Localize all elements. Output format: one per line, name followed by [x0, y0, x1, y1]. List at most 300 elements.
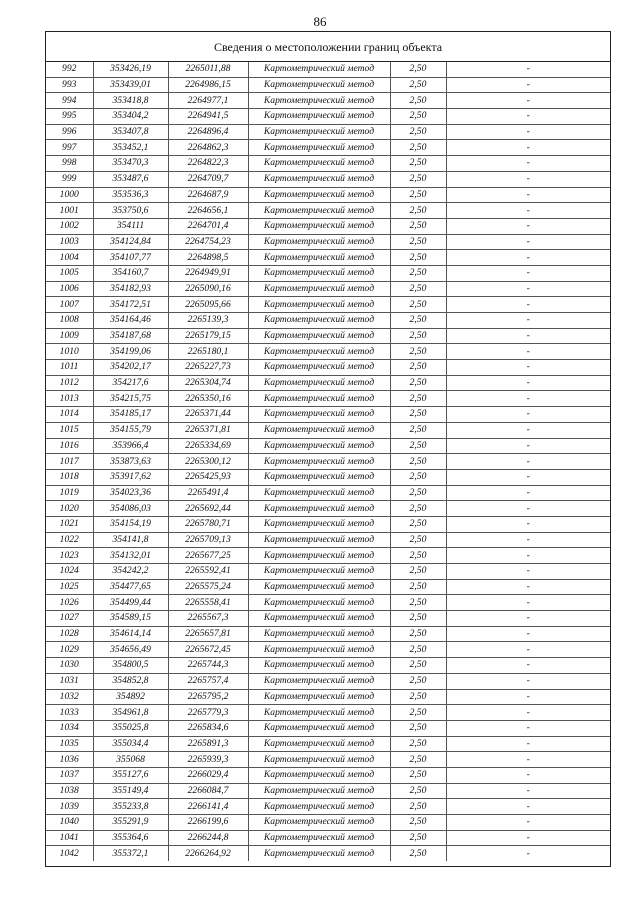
cell-y-coordinate: 2264949,91 — [168, 265, 248, 281]
table-row — [46, 171, 610, 187]
cell-y-coordinate: 2265425,93 — [168, 469, 248, 485]
table-row — [46, 422, 610, 438]
cell-point-number: 1003 — [46, 234, 93, 250]
cell-method: Картометрический метод — [248, 752, 390, 768]
cell-point-number: 1030 — [46, 658, 93, 674]
cell-accuracy: 2,50 — [390, 281, 446, 297]
cell-point-number: 1022 — [46, 532, 93, 548]
cell-description: - — [446, 250, 610, 266]
cell-description: - — [446, 124, 610, 140]
cell-x-coordinate: 354124,84 — [93, 234, 168, 250]
coordinates-table — [46, 62, 610, 861]
cell-accuracy: 2,50 — [390, 171, 446, 187]
cell-point-number: 1023 — [46, 548, 93, 564]
cell-accuracy: 2,50 — [390, 783, 446, 799]
cell-description: - — [446, 203, 610, 219]
cell-x-coordinate: 354892 — [93, 689, 168, 705]
cell-x-coordinate: 354242,2 — [93, 564, 168, 580]
cell-y-coordinate: 2265300,12 — [168, 454, 248, 470]
cell-x-coordinate: 354132,01 — [93, 548, 168, 564]
table-row — [46, 595, 610, 611]
cell-x-coordinate: 354656,49 — [93, 642, 168, 658]
cell-accuracy: 2,50 — [390, 203, 446, 219]
table-row — [46, 407, 610, 423]
cell-y-coordinate: 2264977,1 — [168, 93, 248, 109]
cell-accuracy: 2,50 — [390, 140, 446, 156]
cell-y-coordinate: 2265334,69 — [168, 438, 248, 454]
cell-accuracy: 2,50 — [390, 752, 446, 768]
cell-accuracy: 2,50 — [390, 344, 446, 360]
table-row — [46, 203, 610, 219]
cell-x-coordinate: 354477,65 — [93, 579, 168, 595]
table-row — [46, 767, 610, 783]
cell-method: Картометрический метод — [248, 203, 390, 219]
cell-method: Картометрический метод — [248, 783, 390, 799]
cell-point-number: 1005 — [46, 265, 93, 281]
table-row — [46, 234, 610, 250]
cell-method: Картометрический метод — [248, 595, 390, 611]
cell-accuracy: 2,50 — [390, 391, 446, 407]
cell-x-coordinate: 354086,03 — [93, 501, 168, 517]
cell-method: Картометрический метод — [248, 140, 390, 156]
cell-x-coordinate: 354202,17 — [93, 360, 168, 376]
table-row — [46, 783, 610, 799]
table-row — [46, 673, 610, 689]
cell-accuracy: 2,50 — [390, 109, 446, 125]
cell-accuracy: 2,50 — [390, 720, 446, 736]
cell-method: Картометрический метод — [248, 77, 390, 93]
cell-accuracy: 2,50 — [390, 375, 446, 391]
cell-method: Картометрический метод — [248, 501, 390, 517]
cell-accuracy: 2,50 — [390, 93, 446, 109]
cell-method: Картометрический метод — [248, 579, 390, 595]
cell-accuracy: 2,50 — [390, 218, 446, 234]
cell-point-number: 1027 — [46, 611, 93, 627]
cell-y-coordinate: 2265139,3 — [168, 313, 248, 329]
cell-description: - — [446, 438, 610, 454]
cell-method: Картометрический метод — [248, 328, 390, 344]
cell-description: - — [446, 469, 610, 485]
table-row — [46, 720, 610, 736]
cell-point-number: 1020 — [46, 501, 93, 517]
cell-description: - — [446, 344, 610, 360]
sheet-title: Сведения о местоположении границ объекта — [46, 32, 610, 62]
cell-method: Картометрический метод — [248, 830, 390, 846]
table-row — [46, 815, 610, 831]
cell-point-number: 1039 — [46, 799, 93, 815]
cell-method: Картометрический метод — [248, 62, 390, 77]
cell-point-number: 1035 — [46, 736, 93, 752]
cell-point-number: 1018 — [46, 469, 93, 485]
cell-accuracy: 2,50 — [390, 642, 446, 658]
cell-point-number: 1024 — [46, 564, 93, 580]
cell-x-coordinate: 354107,77 — [93, 250, 168, 266]
cell-x-coordinate: 354172,51 — [93, 297, 168, 313]
table-row — [46, 548, 610, 564]
cell-y-coordinate: 2264687,9 — [168, 187, 248, 203]
cell-y-coordinate: 2265491,4 — [168, 485, 248, 501]
cell-method: Картометрический метод — [248, 187, 390, 203]
cell-y-coordinate: 2264896,4 — [168, 124, 248, 140]
table-row — [46, 438, 610, 454]
table-row — [46, 313, 610, 329]
cell-method: Картометрический метод — [248, 469, 390, 485]
cell-y-coordinate: 2266029,4 — [168, 767, 248, 783]
cell-y-coordinate: 2266084,7 — [168, 783, 248, 799]
cell-y-coordinate: 2265592,41 — [168, 564, 248, 580]
cell-description: - — [446, 265, 610, 281]
table-row — [46, 375, 610, 391]
cell-x-coordinate: 354614,14 — [93, 626, 168, 642]
table-row — [46, 642, 610, 658]
cell-description: - — [446, 234, 610, 250]
cell-x-coordinate: 354589,15 — [93, 611, 168, 627]
cell-description: - — [446, 422, 610, 438]
cell-description: - — [446, 658, 610, 674]
cell-description: - — [446, 93, 610, 109]
cell-y-coordinate: 2265834,6 — [168, 720, 248, 736]
cell-accuracy: 2,50 — [390, 77, 446, 93]
cell-x-coordinate: 354215,75 — [93, 391, 168, 407]
table-row — [46, 689, 610, 705]
cell-x-coordinate: 354155,79 — [93, 422, 168, 438]
cell-point-number: 1016 — [46, 438, 93, 454]
cell-y-coordinate: 2265371,81 — [168, 422, 248, 438]
cell-accuracy: 2,50 — [390, 485, 446, 501]
cell-method: Картометрический метод — [248, 689, 390, 705]
cell-x-coordinate: 354182,93 — [93, 281, 168, 297]
cell-description: - — [446, 736, 610, 752]
table-row — [46, 391, 610, 407]
cell-method: Картометрический метод — [248, 218, 390, 234]
cell-y-coordinate: 2264941,5 — [168, 109, 248, 125]
cell-accuracy: 2,50 — [390, 626, 446, 642]
cell-y-coordinate: 2265304,74 — [168, 375, 248, 391]
cell-x-coordinate: 354164,46 — [93, 313, 168, 329]
cell-method: Картометрический метод — [248, 391, 390, 407]
cell-accuracy: 2,50 — [390, 407, 446, 423]
cell-accuracy: 2,50 — [390, 595, 446, 611]
cell-y-coordinate: 2264656,1 — [168, 203, 248, 219]
cell-description: - — [446, 171, 610, 187]
table-row — [46, 485, 610, 501]
table-row — [46, 799, 610, 815]
cell-point-number: 1034 — [46, 720, 93, 736]
cell-point-number: 1029 — [46, 642, 93, 658]
cell-accuracy: 2,50 — [390, 579, 446, 595]
table-row — [46, 626, 610, 642]
table-row — [46, 752, 610, 768]
cell-point-number: 1000 — [46, 187, 93, 203]
cell-method: Картометрический метод — [248, 297, 390, 313]
cell-y-coordinate: 2265011,88 — [168, 62, 248, 77]
cell-description: - — [446, 689, 610, 705]
cell-x-coordinate: 354154,19 — [93, 516, 168, 532]
cell-point-number: 1019 — [46, 485, 93, 501]
cell-method: Картометрический метод — [248, 846, 390, 861]
cell-point-number: 1014 — [46, 407, 93, 423]
cell-method: Картометрический метод — [248, 736, 390, 752]
table-row — [46, 281, 610, 297]
cell-accuracy: 2,50 — [390, 705, 446, 721]
cell-accuracy: 2,50 — [390, 297, 446, 313]
cell-method: Картометрический метод — [248, 265, 390, 281]
cell-description: - — [446, 642, 610, 658]
cell-description: - — [446, 532, 610, 548]
cell-point-number: 999 — [46, 171, 93, 187]
table-row — [46, 62, 610, 77]
cell-point-number: 1042 — [46, 846, 93, 861]
cell-y-coordinate: 2264822,3 — [168, 156, 248, 172]
cell-accuracy: 2,50 — [390, 234, 446, 250]
cell-method: Картометрический метод — [248, 93, 390, 109]
cell-x-coordinate: 354023,36 — [93, 485, 168, 501]
cell-accuracy: 2,50 — [390, 250, 446, 266]
cell-method: Картометрический метод — [248, 516, 390, 532]
cell-description: - — [446, 564, 610, 580]
cell-description: - — [446, 815, 610, 831]
table-row — [46, 469, 610, 485]
cell-x-coordinate: 354800,5 — [93, 658, 168, 674]
cell-method: Картометрический метод — [248, 250, 390, 266]
cell-y-coordinate: 2265744,3 — [168, 658, 248, 674]
cell-x-coordinate: 353404,2 — [93, 109, 168, 125]
cell-description: - — [446, 375, 610, 391]
cell-point-number: 1033 — [46, 705, 93, 721]
cell-point-number: 1008 — [46, 313, 93, 329]
cell-y-coordinate: 2265227,73 — [168, 360, 248, 376]
cell-point-number: 992 — [46, 62, 93, 77]
cell-accuracy: 2,50 — [390, 564, 446, 580]
cell-point-number: 1021 — [46, 516, 93, 532]
cell-x-coordinate: 354499,44 — [93, 595, 168, 611]
cell-description: - — [446, 516, 610, 532]
cell-point-number: 1001 — [46, 203, 93, 219]
cell-point-number: 1010 — [46, 344, 93, 360]
cell-method: Картометрический метод — [248, 658, 390, 674]
cell-accuracy: 2,50 — [390, 658, 446, 674]
cell-accuracy: 2,50 — [390, 438, 446, 454]
cell-method: Картометрический метод — [248, 281, 390, 297]
cell-accuracy: 2,50 — [390, 516, 446, 532]
cell-x-coordinate: 353407,8 — [93, 124, 168, 140]
cell-description: - — [446, 752, 610, 768]
cell-method: Картометрический метод — [248, 375, 390, 391]
cell-x-coordinate: 354217,6 — [93, 375, 168, 391]
table-row — [46, 516, 610, 532]
cell-x-coordinate: 355372,1 — [93, 846, 168, 861]
cell-description: - — [446, 281, 610, 297]
cell-x-coordinate: 354185,17 — [93, 407, 168, 423]
cell-method: Картометрический метод — [248, 799, 390, 815]
cell-x-coordinate: 354961,8 — [93, 705, 168, 721]
cell-accuracy: 2,50 — [390, 187, 446, 203]
table-row — [46, 297, 610, 313]
cell-description: - — [446, 313, 610, 329]
cell-method: Картометрический метод — [248, 234, 390, 250]
cell-y-coordinate: 2265891,3 — [168, 736, 248, 752]
cell-y-coordinate: 2265179,15 — [168, 328, 248, 344]
cell-description: - — [446, 62, 610, 77]
cell-point-number: 1025 — [46, 579, 93, 595]
cell-point-number: 1004 — [46, 250, 93, 266]
cell-description: - — [446, 720, 610, 736]
cell-accuracy: 2,50 — [390, 548, 446, 564]
cell-accuracy: 2,50 — [390, 265, 446, 281]
table-row — [46, 360, 610, 376]
cell-description: - — [446, 328, 610, 344]
cell-description: - — [446, 156, 610, 172]
cell-description: - — [446, 360, 610, 376]
cell-method: Картометрический метод — [248, 485, 390, 501]
cell-x-coordinate: 355149,4 — [93, 783, 168, 799]
cell-accuracy: 2,50 — [390, 846, 446, 861]
cell-x-coordinate: 354199,06 — [93, 344, 168, 360]
cell-description: - — [446, 218, 610, 234]
cell-description: - — [446, 548, 610, 564]
cell-point-number: 997 — [46, 140, 93, 156]
table-row — [46, 705, 610, 721]
cell-accuracy: 2,50 — [390, 532, 446, 548]
cell-accuracy: 2,50 — [390, 611, 446, 627]
cell-description: - — [446, 783, 610, 799]
cell-accuracy: 2,50 — [390, 313, 446, 329]
cell-description: - — [446, 485, 610, 501]
cell-y-coordinate: 2265180,1 — [168, 344, 248, 360]
table-row — [46, 501, 610, 517]
cell-x-coordinate: 355364,6 — [93, 830, 168, 846]
cell-x-coordinate: 354141,8 — [93, 532, 168, 548]
cell-method: Картометрический метод — [248, 532, 390, 548]
cell-accuracy: 2,50 — [390, 736, 446, 752]
cell-y-coordinate: 2265795,2 — [168, 689, 248, 705]
cell-y-coordinate: 2266244,8 — [168, 830, 248, 846]
table-row — [46, 140, 610, 156]
cell-y-coordinate: 2264701,4 — [168, 218, 248, 234]
table-row — [46, 454, 610, 470]
cell-x-coordinate: 354187,68 — [93, 328, 168, 344]
cell-point-number: 1011 — [46, 360, 93, 376]
cell-description: - — [446, 77, 610, 93]
cell-point-number: 1036 — [46, 752, 93, 768]
cell-y-coordinate: 2265672,45 — [168, 642, 248, 658]
cell-accuracy: 2,50 — [390, 422, 446, 438]
cell-x-coordinate: 353487,6 — [93, 171, 168, 187]
cell-method: Картометрический метод — [248, 171, 390, 187]
cell-method: Картометрический метод — [248, 124, 390, 140]
cell-point-number: 998 — [46, 156, 93, 172]
cell-x-coordinate: 355291,9 — [93, 815, 168, 831]
cell-description: - — [446, 595, 610, 611]
cell-point-number: 994 — [46, 93, 93, 109]
cell-y-coordinate: 2265780,71 — [168, 516, 248, 532]
cell-point-number: 1037 — [46, 767, 93, 783]
table-row — [46, 736, 610, 752]
cell-point-number: 1026 — [46, 595, 93, 611]
cell-x-coordinate: 353418,8 — [93, 93, 168, 109]
cell-method: Картометрический метод — [248, 626, 390, 642]
cell-method: Картометрический метод — [248, 705, 390, 721]
cell-accuracy: 2,50 — [390, 454, 446, 470]
cell-x-coordinate: 355127,6 — [93, 767, 168, 783]
cell-point-number: 1028 — [46, 626, 93, 642]
cell-point-number: 993 — [46, 77, 93, 93]
table-row — [46, 187, 610, 203]
cell-accuracy: 2,50 — [390, 469, 446, 485]
cell-y-coordinate: 2264862,3 — [168, 140, 248, 156]
cell-y-coordinate: 2265779,3 — [168, 705, 248, 721]
cell-description: - — [446, 767, 610, 783]
cell-x-coordinate: 353426,19 — [93, 62, 168, 77]
cell-method: Картометрический метод — [248, 611, 390, 627]
cell-description: - — [446, 799, 610, 815]
cell-method: Картометрический метод — [248, 720, 390, 736]
cell-method: Картометрический метод — [248, 548, 390, 564]
cell-y-coordinate: 2266141,4 — [168, 799, 248, 815]
cell-y-coordinate: 2265567,3 — [168, 611, 248, 627]
table-row — [46, 156, 610, 172]
cell-accuracy: 2,50 — [390, 815, 446, 831]
coordinates-table-body — [46, 62, 610, 861]
cell-accuracy: 2,50 — [390, 328, 446, 344]
cell-x-coordinate: 353917,62 — [93, 469, 168, 485]
table-row — [46, 77, 610, 93]
cell-point-number: 1013 — [46, 391, 93, 407]
cell-description: - — [446, 611, 610, 627]
cell-point-number: 1012 — [46, 375, 93, 391]
cell-y-coordinate: 2265371,44 — [168, 407, 248, 423]
cell-description: - — [446, 501, 610, 517]
cell-accuracy: 2,50 — [390, 689, 446, 705]
cell-method: Картометрический метод — [248, 438, 390, 454]
cell-description: - — [446, 579, 610, 595]
cell-method: Картометрический метод — [248, 767, 390, 783]
cell-point-number: 1009 — [46, 328, 93, 344]
table-row — [46, 658, 610, 674]
cell-y-coordinate: 2265350,16 — [168, 391, 248, 407]
cell-accuracy: 2,50 — [390, 673, 446, 689]
cell-method: Картометрический метод — [248, 673, 390, 689]
cell-x-coordinate: 354852,8 — [93, 673, 168, 689]
coordinates-sheet — [45, 31, 611, 867]
cell-y-coordinate: 2265692,44 — [168, 501, 248, 517]
cell-description: - — [446, 830, 610, 846]
page-number: 86 — [313, 14, 327, 29]
table-row — [46, 250, 610, 266]
cell-accuracy: 2,50 — [390, 156, 446, 172]
cell-y-coordinate: 2265090,16 — [168, 281, 248, 297]
cell-x-coordinate: 353966,4 — [93, 438, 168, 454]
cell-x-coordinate: 355034,4 — [93, 736, 168, 752]
cell-accuracy: 2,50 — [390, 124, 446, 140]
cell-accuracy: 2,50 — [390, 767, 446, 783]
cell-x-coordinate: 354111 — [93, 218, 168, 234]
cell-point-number: 1040 — [46, 815, 93, 831]
cell-point-number: 1038 — [46, 783, 93, 799]
cell-x-coordinate: 353452,1 — [93, 140, 168, 156]
cell-description: - — [446, 109, 610, 125]
cell-x-coordinate: 354160,7 — [93, 265, 168, 281]
cell-y-coordinate: 2265939,3 — [168, 752, 248, 768]
cell-description: - — [446, 140, 610, 156]
cell-point-number: 1006 — [46, 281, 93, 297]
cell-description: - — [446, 705, 610, 721]
cell-method: Картометрический метод — [248, 344, 390, 360]
cell-description: - — [446, 454, 610, 470]
cell-point-number: 1031 — [46, 673, 93, 689]
cell-accuracy: 2,50 — [390, 830, 446, 846]
cell-accuracy: 2,50 — [390, 799, 446, 815]
